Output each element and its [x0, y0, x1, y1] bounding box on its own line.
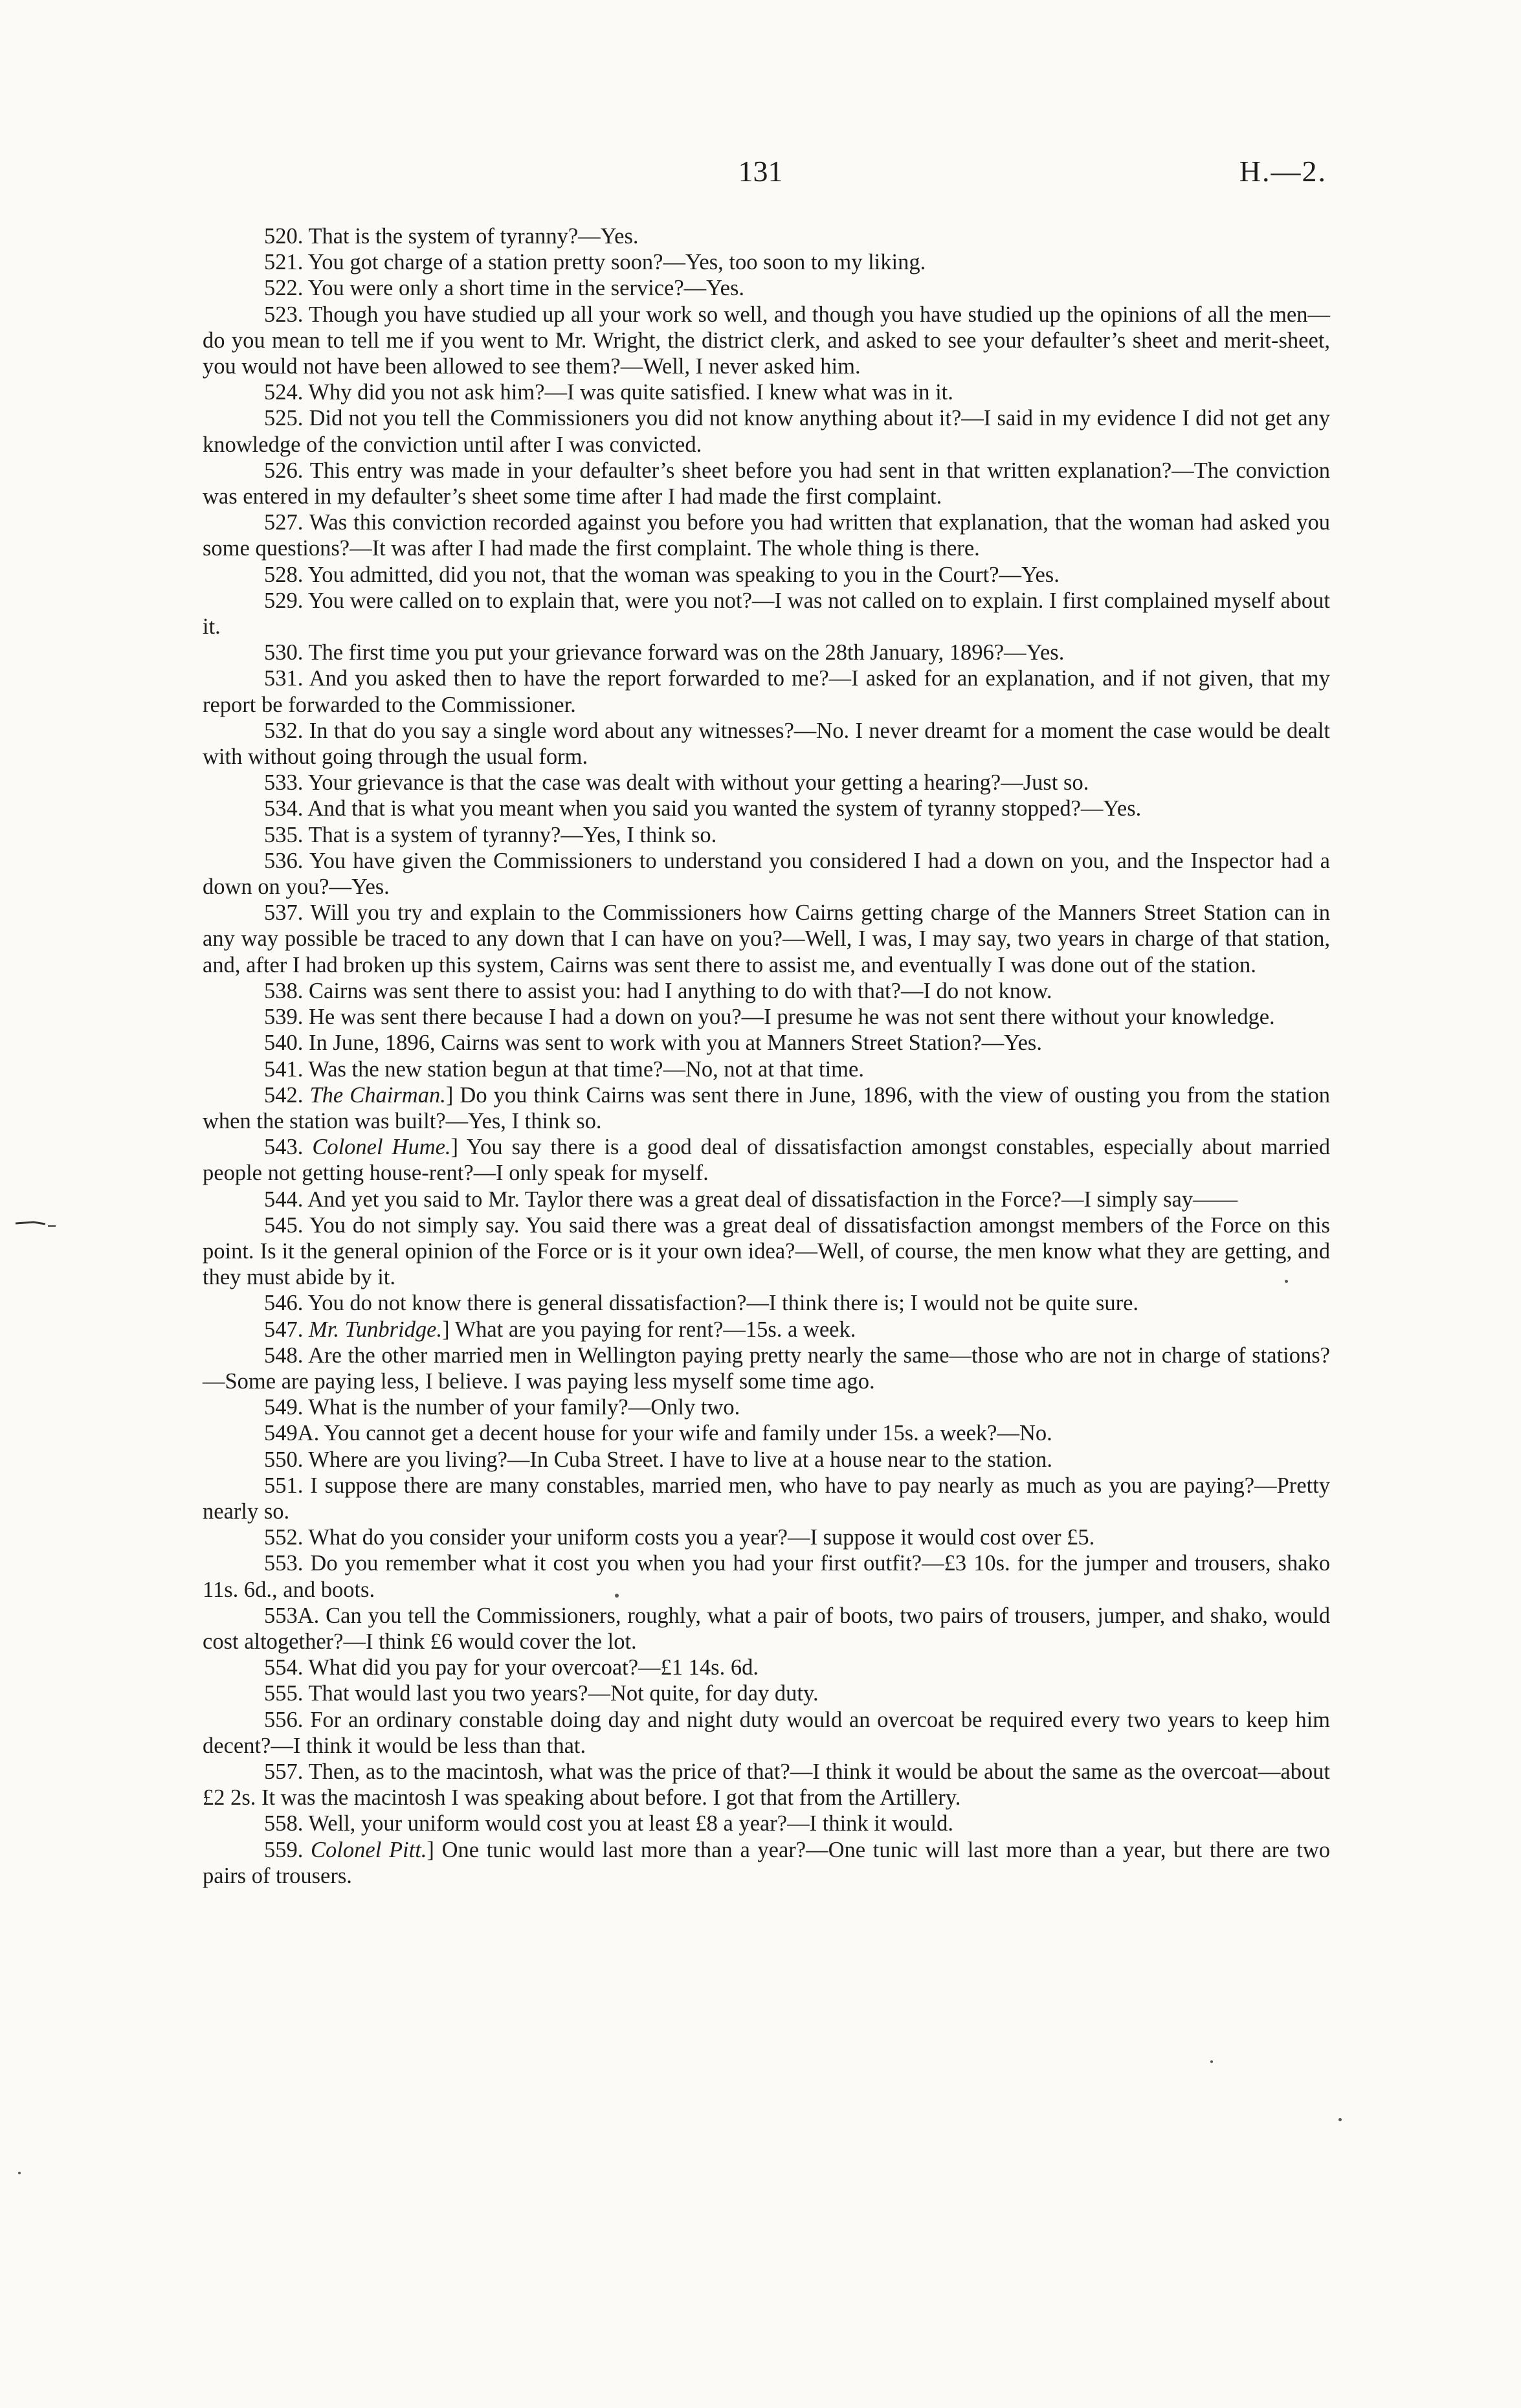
qa-entry-557 — [203, 1759, 1330, 1811]
qa-entry-555 — [203, 1680, 1330, 1706]
qa-number: 548. — [264, 1343, 309, 1368]
qa-text: What did you pay for your overcoat?—£1 14s. 6d. — [308, 1655, 759, 1680]
page-header — [0, 154, 1521, 206]
page-number: 131 — [738, 155, 783, 188]
qa-entry-532 — [203, 718, 1330, 770]
qa-text: You admitted, did you not, that the woman was speaking to you in the Court?—Yes. — [307, 562, 1060, 587]
qa-text: That is a system of tyranny?—Yes, I think so. — [308, 822, 717, 847]
qa-number: 525. — [264, 406, 309, 431]
qa-number: 540. — [264, 1031, 309, 1056]
qa-number: 524. — [264, 380, 309, 405]
qa-number: 531. — [264, 666, 309, 691]
qa-entry-527 — [203, 509, 1330, 561]
qa-entry-522 — [203, 275, 1330, 301]
qa-number: 539. — [264, 1005, 309, 1030]
qa-number: 554. — [264, 1655, 309, 1680]
qa-entry-533 — [203, 770, 1330, 796]
qa-entry-529 — [203, 588, 1330, 640]
qa-entry-551 — [203, 1473, 1330, 1524]
qa-number: 557. — [264, 1759, 309, 1784]
qa-entry-553a — [203, 1603, 1330, 1655]
qa-number: 538. — [264, 978, 309, 1003]
qa-entry-521 — [203, 249, 1330, 275]
qa-number: 532. — [264, 718, 309, 743]
scan-speck — [1338, 2118, 1342, 2121]
qa-number: 549. — [264, 1395, 309, 1420]
qa-entry-553 — [203, 1550, 1330, 1602]
qa-entry-538 — [203, 978, 1330, 1004]
margin-mark — [14, 1216, 60, 1230]
qa-text: That would last you two years?—Not quite, for day duty. — [308, 1681, 819, 1706]
qa-entry-539 — [203, 1004, 1330, 1030]
qa-text: Was this conviction recorded against you before you had written that explanation, that the woman had asked you some questions?—It was after I had made the first complaint. The whole thing is there. — [203, 510, 1330, 561]
qa-text: You got charge of a station pretty soon?—Yes, too soon to my liking. — [307, 250, 926, 275]
qa-text: Why did you not ask him?—I was quite satisfied. I knew what was in it. — [308, 380, 953, 405]
qa-number: 556. — [264, 1707, 311, 1732]
qa-number: 530. — [264, 640, 309, 665]
qa-text: This entry was made in your defaulter’s sheet before you had sent in that written explanation?—The conviction was entered in my defaulter’s sheet some time after I had made the first complaint. — [203, 458, 1330, 509]
qa-number: 533. — [264, 770, 308, 796]
qa-entry-528 — [203, 562, 1330, 588]
qa-number: 558. — [264, 1811, 309, 1836]
qa-entry-525 — [203, 405, 1330, 457]
qa-text: ] What are you paying for rent?—15s. a week. — [442, 1317, 856, 1342]
qa-text: I suppose there are many constables, married men, who have to pay nearly as much as you are paying?—Pretty nearly so. — [203, 1473, 1330, 1524]
qa-number: 553. — [264, 1551, 311, 1576]
qa-number: 521. — [264, 250, 308, 275]
qa-entry-523 — [203, 302, 1330, 380]
qa-text: The first time you put your grievance forward was on the 28th January, 1896?—Yes. — [308, 640, 1065, 665]
qa-number: 523. — [264, 302, 309, 327]
qa-number: 535. — [264, 822, 309, 847]
qa-text: Cairns was sent there to assist you: had I anything to do with that?—I do not know. — [309, 978, 1052, 1003]
qa-entry-542 — [203, 1082, 1330, 1134]
qa-number: 529. — [264, 588, 308, 613]
qa-entry-540 — [203, 1030, 1330, 1056]
qa-text: In June, 1896, Cairns was sent to work with you at Manners Street Station?—Yes. — [309, 1031, 1042, 1056]
qa-entry-537 — [203, 900, 1330, 978]
qa-text: Your grievance is that the case was dealt with without your getting a hearing?—Just so. — [307, 770, 1089, 796]
qa-entry-535 — [203, 822, 1330, 848]
qa-text: Well, your uniform would cost you at least £8 a year?—I think it would. — [308, 1811, 953, 1836]
qa-entry-556 — [203, 1707, 1330, 1759]
qa-text: You were called on to explain that, were you not?—I was not called on to explain. I first complained myself about it. — [203, 588, 1330, 640]
qa-text: Where are you living?—In Cuba Street. I have to live at a house near to the station. — [308, 1447, 1053, 1472]
qa-text: And that is what you meant when you said you wanted the system of tyranny stopped?—Yes. — [307, 796, 1142, 821]
speaker-name: The Chairman. — [309, 1082, 446, 1108]
qa-text: You cannot get a decent house for your wife and family under 15s. a week?—No. — [324, 1421, 1052, 1446]
qa-entry-552 — [203, 1524, 1330, 1550]
qa-number: 526. — [264, 458, 310, 483]
scan-speck — [615, 1594, 619, 1598]
qa-text: For an ordinary constable doing day and night duty would an overcoat be required every two years to keep him decent?—I think it would be less than that. — [203, 1707, 1331, 1758]
qa-entry-547 — [203, 1317, 1330, 1343]
qa-entry-546 — [203, 1290, 1330, 1316]
qa-text: What do you consider your uniform costs you a year?—I suppose it would cost over £5. — [308, 1525, 1095, 1550]
qa-text: ] One tunic would last more than a year?—One tunic will last more than a year, but there are two pairs of trousers. — [203, 1837, 1331, 1888]
qa-entry-559 — [203, 1837, 1330, 1889]
qa-text: He was sent there because I had a down on you?—I presume he was not sent there without your knowledge. — [309, 1005, 1275, 1030]
qa-number: 542. — [264, 1082, 310, 1108]
qa-number: 552. — [264, 1525, 309, 1550]
qa-text: That is the system of tyranny?—Yes. — [308, 224, 639, 249]
qa-number: 544. — [264, 1187, 308, 1212]
qa-entry-549a — [203, 1420, 1330, 1446]
qa-text: What is the number of your family?—Only two. — [308, 1395, 740, 1420]
qa-text: Do you remember what it cost you when you had your first outfit?—£3 10s. for the jumper and trousers, shako 11s. 6d., and boots. — [203, 1551, 1331, 1602]
qa-text: Was the new station begun at that time?—No, not at that time. — [308, 1056, 864, 1082]
qa-number: 537. — [264, 900, 311, 926]
qa-entry-558 — [203, 1811, 1330, 1836]
qa-entry-524 — [203, 379, 1330, 405]
qa-entry-550 — [203, 1447, 1330, 1473]
qa-entry-548 — [203, 1343, 1330, 1394]
speaker-name: Colonel Pitt. — [311, 1837, 427, 1862]
qa-number: 545. — [264, 1212, 310, 1238]
qa-text: Will you try and explain to the Commissioners how Cairns getting charge of the Manners Street Station can in any way possible be traced to any down that I can have on you?—Well, I was, I may say, two years in charge of that station, and, after I had broken up this system, Cairns was sent there to assist me, and eventually I was done out of the station. — [203, 900, 1330, 977]
qa-text: And you asked then to have the report forwarded to me?—I asked for an explanation, and if not given, that my report be forwarded to the Commissioner. — [203, 666, 1330, 717]
qa-number: 549A. — [264, 1421, 324, 1446]
qa-entry-549 — [203, 1394, 1330, 1420]
qa-number: 527. — [264, 510, 309, 535]
qa-entry-520 — [203, 223, 1330, 249]
qa-text: In that do you say a single word about any witnesses?—No. I never dreamt for a moment the case would be dealt with without going through the usual form. — [203, 718, 1330, 770]
qa-text: Then, as to the macintosh, what was the price of that?—I think it would be about the same as the overcoat—about £2 2s. It was the macintosh I was speaking about before. I got that from the Artillery. — [203, 1759, 1330, 1811]
speaker-name: Colonel Hume. — [312, 1135, 451, 1160]
qa-entry-545 — [203, 1212, 1330, 1291]
scan-speck — [1210, 2060, 1213, 2063]
qa-entry-543 — [203, 1134, 1330, 1186]
scan-speck — [1285, 1280, 1288, 1283]
qa-text: Did not you tell the Commissioners you did not know anything about it?—I said in my evidence I did not get any knowledge of the conviction until after I was convicted. — [203, 406, 1331, 457]
qa-number: 559. — [264, 1837, 311, 1862]
qa-entry-526 — [203, 458, 1330, 509]
qa-number: 543. — [264, 1135, 313, 1160]
qa-number: 547. — [264, 1317, 309, 1342]
qa-number: 546. — [264, 1291, 308, 1316]
document-reference: H.—2. — [1239, 155, 1327, 188]
qa-text: You have given the Commissioners to understand you considered I had a down on you, and the Inspector had a down on you?—Yes. — [203, 848, 1330, 900]
qa-entry-544 — [203, 1187, 1330, 1212]
qa-number: 555. — [264, 1681, 309, 1706]
qa-number: 541. — [264, 1056, 309, 1082]
qa-text: ] Do you think Cairns was sent there in June, 1896, with the view of ousting you from the station when the station was built?—Yes, I think so. — [203, 1082, 1330, 1133]
qa-text: Are the other married men in Wellington paying pretty nearly the same—those who are not in charge of stations?—Some are paying less, I believe. I was paying less myself some time ago. — [203, 1343, 1330, 1394]
qa-number: 528. — [264, 562, 308, 587]
qa-number: 534. — [264, 796, 308, 821]
qa-entry-530 — [203, 640, 1330, 665]
qa-text: You do not simply say. You said there was a great deal of dissatisfaction amongst members of the Force on this point. Is it the general opinion of the Force or is it your own idea?—Well, of course, the men know what they are getting, and they must abide by it. — [203, 1212, 1330, 1290]
qa-number: 536. — [264, 848, 310, 873]
speaker-name: Mr. Tunbridge. — [309, 1317, 443, 1342]
qa-entry-534 — [203, 796, 1330, 821]
qa-text: And yet you said to Mr. Taylor there was a great deal of dissatisfaction in the Force?—I simply say—— — [307, 1187, 1238, 1212]
qa-text: You do not know there is general dissatisfaction?—I think there is; I would not be quite sure. — [307, 1291, 1139, 1316]
qa-text: Though you have studied up all your work so well, and though you have studied up the opinions of all the men—do you mean to tell me if you went to Mr. Wright, the district clerk, and asked to see your defaulter’s sheet and merit-sheet, you would not have been allowed to see them?—Well, I never asked him. — [203, 302, 1330, 379]
qa-number: 520. — [264, 224, 309, 249]
scan-speck — [18, 2172, 21, 2174]
qa-text: You were only a short time in the service?—Yes. — [307, 276, 745, 301]
qa-entry-554 — [203, 1655, 1330, 1680]
qa-number: 522. — [264, 276, 308, 301]
qa-number: 550. — [264, 1447, 309, 1472]
qa-entry-536 — [203, 848, 1330, 900]
qa-number: 553A. — [264, 1603, 326, 1628]
qa-text: Can you tell the Commissioners, roughly, what a pair of boots, two pairs of trousers, jumper, and shako, would cost altogether?—I think £6 would cover the lot. — [203, 1603, 1330, 1654]
qa-text: ] You say there is a good deal of dissatisfaction amongst constables, especially about married people not getting house-rent?—I only speak for myself. — [203, 1135, 1330, 1186]
qa-number: 551. — [264, 1473, 311, 1498]
qa-entry-541 — [203, 1056, 1330, 1082]
evidence-body — [203, 223, 1330, 1889]
qa-entry-531 — [203, 665, 1330, 717]
